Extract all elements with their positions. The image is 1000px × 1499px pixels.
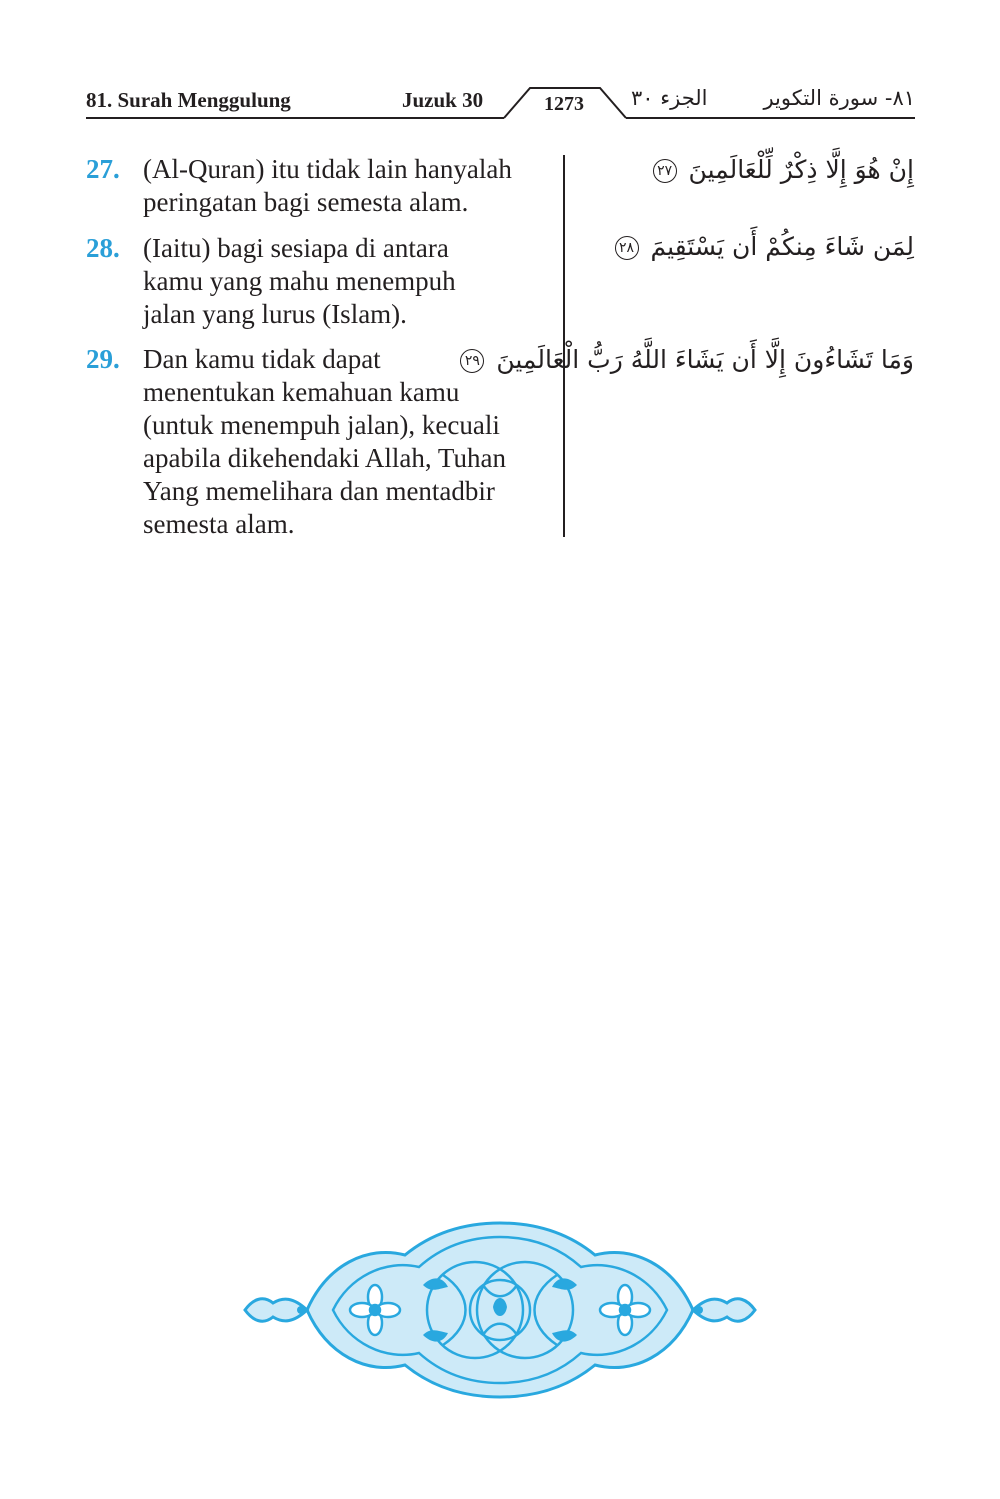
verse-translation [143,232,563,331]
verse-number: 27. [86,154,120,184]
ayah-marker: ٢٨ [615,236,639,260]
surah-title-latin: 81. Surah Menggulung [86,88,291,112]
arabic-text: لِمَن شَاءَ مِنكُمْ أَن يَسْتَقِيمَ [650,232,914,261]
translation-line: Dan kamu tidak dapat [143,344,381,374]
translation-line: kamu yang mahu menempuh [143,266,456,296]
translation-line: (untuk menempuh jalan), kecuali [143,410,500,440]
verse-translation [143,153,563,219]
arabic-verse-28 [615,232,914,261]
translation-line: (Al-Quran) itu tidak lain hanyalah [143,154,512,184]
verse-number: 28. [86,233,120,263]
juz-label-arabic: الجزء ٣٠ [631,86,708,110]
ayah-marker: ٢٩ [460,349,484,373]
translation-line: menentukan kemahuan kamu [143,377,460,407]
arabic-verse-27 [653,155,914,184]
arabic-text: وَمَا تَشَاءُونَ إِلَّا أَن يَشَاءَ اللَّهُ رَبُّ الْعَالَمِينَ [496,345,914,374]
arabic-text: إِنْ هُوَ إِلَّا ذِكْرٌ لِّلْعَالَمِينَ [688,155,914,184]
surah-title-arabic: ٨١- سورة التكوير [763,86,915,110]
translation-line: peringatan bagi semesta alam. [143,187,469,217]
ayah-marker: ٢٧ [653,159,677,183]
translation-line: (Iaitu) bagi sesiapa di antara [143,233,449,263]
page-number: 1273 [544,93,584,115]
translation-line: jalan yang lurus (Islam). [143,299,407,329]
translation-line: apabila dikehendaki Allah, Tuhan [143,443,506,473]
juzuk-label: Juzuk 30 [402,88,484,112]
arabic-verse-29 [460,345,914,374]
surah-end-ornament [243,1215,757,1405]
translation-line: semesta alam. [143,509,295,539]
translation-line: Yang memelihara dan mentadbir [143,476,495,506]
verse-number: 29. [86,344,120,374]
page-header [86,82,915,126]
